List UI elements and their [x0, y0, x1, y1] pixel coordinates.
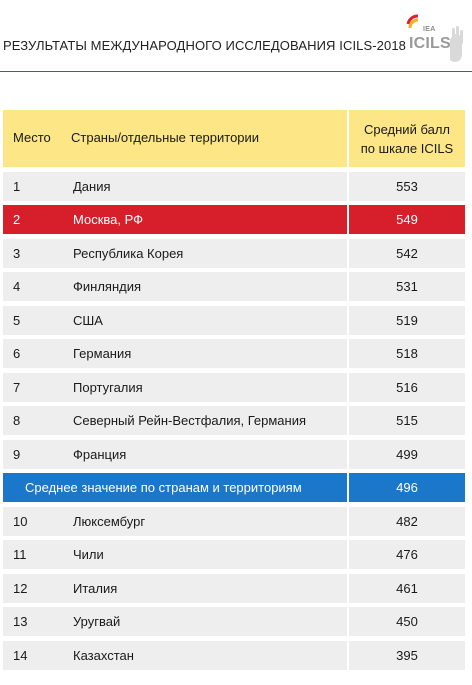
row-rank: 2: [13, 212, 21, 227]
row-score: 450: [396, 614, 418, 629]
row-name: Португалия: [73, 379, 143, 395]
average-label: Среднее значение по странам и территориям: [25, 480, 302, 495]
table-header: [3, 110, 465, 167]
header-score-line2: по шкале ICILS: [360, 141, 454, 156]
table-row: [3, 239, 465, 268]
row-rank: 5: [13, 312, 21, 328]
row-name: Республика Корея: [73, 245, 184, 261]
average-score: 496: [396, 480, 418, 495]
row-rank: 6: [13, 346, 21, 361]
row-name: США: [73, 312, 103, 328]
row-rank: 13: [13, 614, 28, 629]
table-row: [3, 172, 465, 201]
row-name: Финляндия: [73, 279, 142, 294]
table-row: [3, 574, 465, 603]
table-row: [3, 507, 465, 536]
row-rank: 11: [13, 547, 27, 562]
row-name: Чили: [73, 547, 104, 562]
row-name: Италия: [73, 580, 118, 596]
row-name: Франция: [73, 446, 127, 462]
row-score: 461: [396, 580, 418, 596]
row-score: 395: [396, 647, 418, 663]
page-title: РЕЗУЛЬТАТЫ МЕЖДУНАРОДНОГО ИССЛЕДОВАНИЯ ICILS-2018: [3, 38, 407, 53]
header-score-line1: Средний балл: [363, 122, 450, 137]
title-divider: [0, 71, 472, 72]
row-score: 549: [396, 212, 418, 227]
row-name: Люксембург: [73, 513, 146, 529]
row-score: 476: [396, 547, 418, 562]
row-name: Дания: [73, 178, 111, 194]
row-score: 482: [396, 513, 418, 529]
row-rank: 7: [13, 379, 21, 395]
row-score: 519: [396, 312, 418, 328]
row-name: Северный Рейн-Вестфалия, Германия: [73, 413, 307, 428]
header-rank: Место: [13, 130, 51, 145]
row-rank: 3: [13, 245, 21, 261]
table-row: [3, 406, 465, 435]
logo-icils-text: ICILS: [409, 35, 451, 52]
table-row: [3, 339, 465, 368]
row-name: Германия: [73, 346, 132, 361]
table-row: [3, 272, 465, 301]
row-score: 553: [396, 178, 418, 194]
row-name: Казахстан: [73, 647, 134, 663]
header-score: [349, 120, 465, 158]
results-table: [3, 110, 465, 670]
row-rank: 8: [13, 413, 21, 428]
table-row: [3, 306, 465, 335]
table-row: [3, 641, 465, 670]
row-rank: 9: [13, 446, 21, 462]
row-score: 531: [396, 279, 418, 294]
row-score: 515: [396, 413, 418, 428]
row-rank: 1: [13, 178, 21, 194]
table-row: [3, 540, 465, 569]
row-score: 499: [396, 446, 418, 462]
row-name: Москва, РФ: [73, 212, 144, 227]
icils-logo: [402, 10, 468, 66]
row-rank: 12: [13, 580, 28, 596]
row-rank: 14: [13, 647, 28, 663]
row-name: Уругвай: [73, 614, 121, 629]
table-row-highlight-moscow: [3, 205, 465, 234]
table-row: [3, 607, 465, 636]
row-rank: 4: [13, 279, 21, 294]
row-score: 542: [396, 245, 418, 261]
row-score: 518: [396, 346, 418, 361]
table-row: [3, 440, 465, 469]
row-score: 516: [396, 379, 418, 395]
logo-iea-text: IEA: [423, 26, 436, 33]
row-rank: 10: [13, 513, 28, 529]
average-row: [3, 473, 465, 502]
header-name: Страны/отдельные территории: [71, 130, 260, 145]
table-row: [3, 373, 465, 402]
